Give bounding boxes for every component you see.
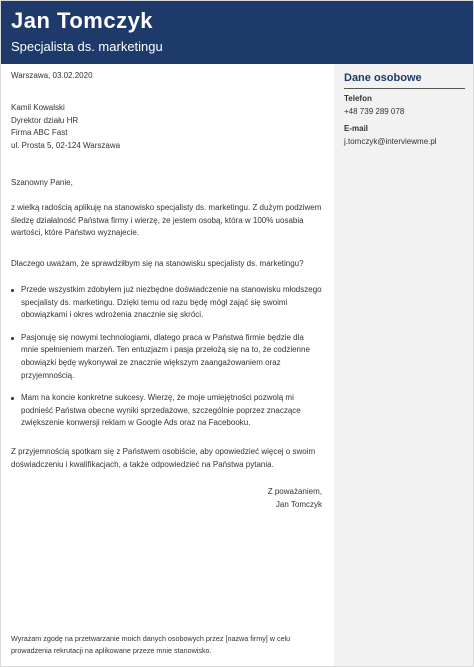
sidebar-divider [344, 88, 465, 89]
header-banner [1, 1, 473, 64]
list-item: Pasjonuję się nowymi technologiami, dlatego praca w Państwa firmie będzie dla mnie spełnieniem marzeń. Ten entuzjazm i pasja przełożą się na to, że codzienne obowiązki będę wykonywał ze znacznie większym zaangażowaniem oraz przyjemnością. [11, 332, 323, 382]
recipient-company: Firma ABC Fast [11, 128, 68, 138]
question-paragraph: Dlaczego uważam, że sprawdziłbym się na stanowisku specjalisty ds. marketingu? [11, 259, 304, 268]
sidebar-title: Dane osobowe [344, 72, 422, 84]
salutation: Szanowny Panie, [11, 178, 73, 187]
list-item: Przede wszystkim zdobyłem już niezbędne doświadczenie na stanowisku młodszego specjalisty ds. marketingu. Dzięki temu od razu będę mógł zająć się swoimi obowiązkami i okres wdrożenia znacznie się skróci. [11, 284, 323, 322]
signature-block [268, 486, 322, 511]
recipient-name: Kamil Kowalski [11, 103, 65, 112]
consent-clause: Wyrażam zgodę na przetwarzanie moich danych osobowych przez [nazwa firmy] w celu prowadzenia rekrutacji na aplikowane przeze mnie stanowisko. [11, 634, 291, 655]
signature-name: Jan Tomczyk [275, 499, 322, 509]
applicant-name: Jan Tomczyk [11, 8, 154, 33]
email-label: E-mail [344, 124, 369, 133]
applicant-role: Specjalista ds. marketingu [11, 39, 163, 54]
qualifications-list [11, 284, 323, 440]
intro-paragraph: z wielką radością aplikuję na stanowisko specjalisty ds. marketingu. Z dużym podziwem śledzę działalność Państwa firmy i wierzę, że jestem osobą, która w 100% uosabia wartości, które Państwo wyznajecie. [11, 203, 322, 238]
list-item: Mam na koncie konkretne sukcesy. Wierzę, że moje umiejętności pozwolą mi podnieść Państwa obecne wyniki sprzedażowe, szczególnie poprzez znaczące zwiększenie konwersji reklam w Google Ads oraz na Facebooku. [11, 392, 323, 430]
phone-label: Telefon [344, 94, 372, 103]
email-value: j.tomczyk@interviewme.pl [344, 137, 437, 146]
recipient-address: ul. Prosta 5, 02-124 Warszawa [11, 140, 121, 150]
letter-body [11, 64, 326, 666]
recipient-block [11, 102, 120, 152]
closing-paragraph: Z przyjemnością spotkam się z Państwem osobiście, aby opowiedzieć więcej o swoim doświadczeniu i kwalifikacjach, a także odpowiedzieć na Państwa pytania. [11, 447, 316, 469]
regards-text: Z poważaniem, [267, 487, 322, 496]
letter-date: Warszawa, 03.02.2020 [11, 71, 93, 80]
recipient-title: Dyrektor działu HR [11, 115, 79, 125]
phone-value: +48 739 289 078 [344, 107, 405, 116]
personal-data-sidebar [334, 64, 473, 666]
